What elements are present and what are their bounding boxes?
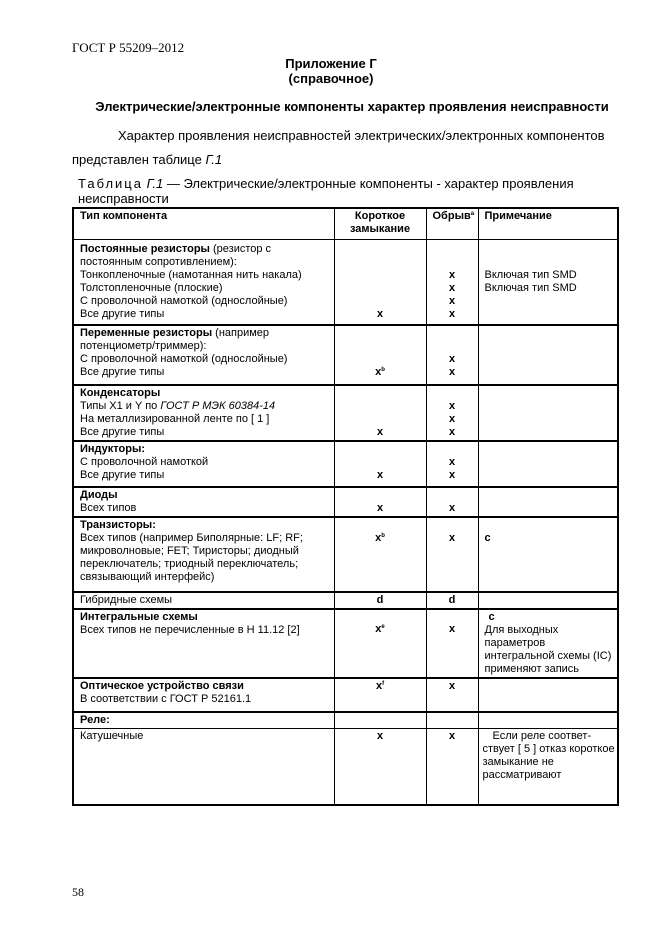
relay-note: Если реле соответ-ствует [ 5 ] отказ короткое замыкание не рассматривают xyxy=(478,729,618,806)
variable-resistors-cell: Переменные резисторы (например потенциометр/триммер): С проволочной намоткой (однослойные) Все другие типы xyxy=(73,325,334,385)
diodes-open: x xyxy=(426,487,478,517)
paragraph-text: представлен таблице xyxy=(72,152,206,167)
fixed-resistors-note: Включая тип SMD Включая тип SMD xyxy=(478,239,618,325)
page-number: 58 xyxy=(72,885,84,899)
transistors-open: x xyxy=(426,517,478,592)
table-row xyxy=(73,609,618,678)
fixed-resistors-open: x x x x xyxy=(426,239,478,325)
document-header: ГОСТ Р 55209–2012 xyxy=(72,40,185,55)
table-header-row xyxy=(73,208,618,239)
capacitors-short: x xyxy=(334,385,426,441)
inductors-cell: Индукторы: С проволочной намоткой Все другие типы xyxy=(73,441,334,487)
intro-paragraph-line2 xyxy=(72,152,222,167)
inductors-open: x x xyxy=(426,441,478,487)
col-header-type: Тип компонента xyxy=(73,208,334,239)
ic-short: $x^e$ xyxy=(334,609,426,678)
inductors-short: x xyxy=(334,441,426,487)
empty-note xyxy=(478,678,618,712)
table-row xyxy=(73,592,618,609)
caption-text: — Электрические/электронные компоненты - характер проявления xyxy=(163,176,574,191)
empty-note xyxy=(478,325,618,385)
col-header-note: Примечание xyxy=(478,208,618,239)
hybrid-short: d xyxy=(334,592,426,609)
components-table xyxy=(72,207,619,806)
hybrid-open: d xyxy=(426,592,478,609)
annex-subtitle: (справочное) xyxy=(288,71,374,86)
table-row xyxy=(73,729,618,806)
table-row xyxy=(73,239,618,325)
diodes-cell: Диоды Всех типов xyxy=(73,487,334,517)
empty-note xyxy=(478,487,618,517)
empty-note xyxy=(478,712,618,729)
relay-cell: Реле: xyxy=(73,712,334,729)
table-row xyxy=(73,487,618,517)
empty-note xyxy=(478,385,618,441)
table-row xyxy=(73,678,618,712)
table-row xyxy=(73,517,618,592)
optical-cell: Оптическое устройство связи В соответствии с ГОСТ Р 52161.1 xyxy=(73,678,334,712)
transistors-cell: Транзисторы: Всех типов (например Биполярные: LF; RF; микроволновые; FET; Тиристоры; диодный переключатель; триодный переключатель; связывающий интерфейс) xyxy=(73,517,334,592)
table-row xyxy=(73,712,618,729)
capacitors-open: x x x xyxy=(426,385,478,441)
variable-resistors-short: $x^b$ xyxy=(334,325,426,385)
fixed-resistors-cell: Постоянные резисторы (резистор с постоянным сопротивлением): Тонкопленочные (намотанная нить накала) Толстопленочные (плоские) С проволочной намоткой (однослойные) Все другие типы xyxy=(73,239,334,325)
table-row xyxy=(73,325,618,385)
relay-short: x xyxy=(334,729,426,806)
empty-note xyxy=(478,441,618,487)
col-header-short: Короткое замыкание xyxy=(334,208,426,239)
hybrid-cell: Гибридные схемы xyxy=(73,592,334,609)
ic-open: x xyxy=(426,609,478,678)
capacitors-cell: Конденсаторы Типы X1 и Y по ГОСТ Р МЭК 60384-14 На металлизированной ленте по [ 1 ] Все другие типы xyxy=(73,385,334,441)
transistors-short: $x^b$ xyxy=(334,517,426,592)
table-caption-line2: неисправности xyxy=(78,191,169,206)
section-heading: Электрические/электронные компоненты характер проявления неисправности xyxy=(95,99,609,114)
caption-ref: Г.1 xyxy=(146,176,164,191)
empty-note xyxy=(478,592,618,609)
relay-open: x xyxy=(426,729,478,806)
relay-item-cell: Катушечные xyxy=(73,729,334,806)
table-caption xyxy=(78,176,574,191)
empty-cell xyxy=(426,712,478,729)
annex-title: Приложение Г xyxy=(285,56,377,71)
optical-open: x xyxy=(426,678,478,712)
diodes-short: x xyxy=(334,487,426,517)
transistors-note: c xyxy=(478,517,618,592)
table-row xyxy=(73,441,618,487)
intro-paragraph-line1: Характер проявления неисправностей электрических/электронных компонентов xyxy=(118,128,605,143)
fixed-resistors-short: x xyxy=(334,239,426,325)
optical-short: $x^f$ xyxy=(334,678,426,712)
variable-resistors-open: x x xyxy=(426,325,478,385)
ic-note: c Для выходных параметров интегральной схемы (IC) применяют запись xyxy=(478,609,618,678)
ic-cell: Интегральные схемы Всех типов не перечисленные в Н 11.12 [2] xyxy=(73,609,334,678)
empty-cell xyxy=(334,712,426,729)
table-reference: Г.1 xyxy=(205,152,223,167)
caption-word: Таблица xyxy=(78,176,143,191)
col-header-open: Обрыв$^a$ xyxy=(426,208,478,239)
table-row xyxy=(73,385,618,441)
